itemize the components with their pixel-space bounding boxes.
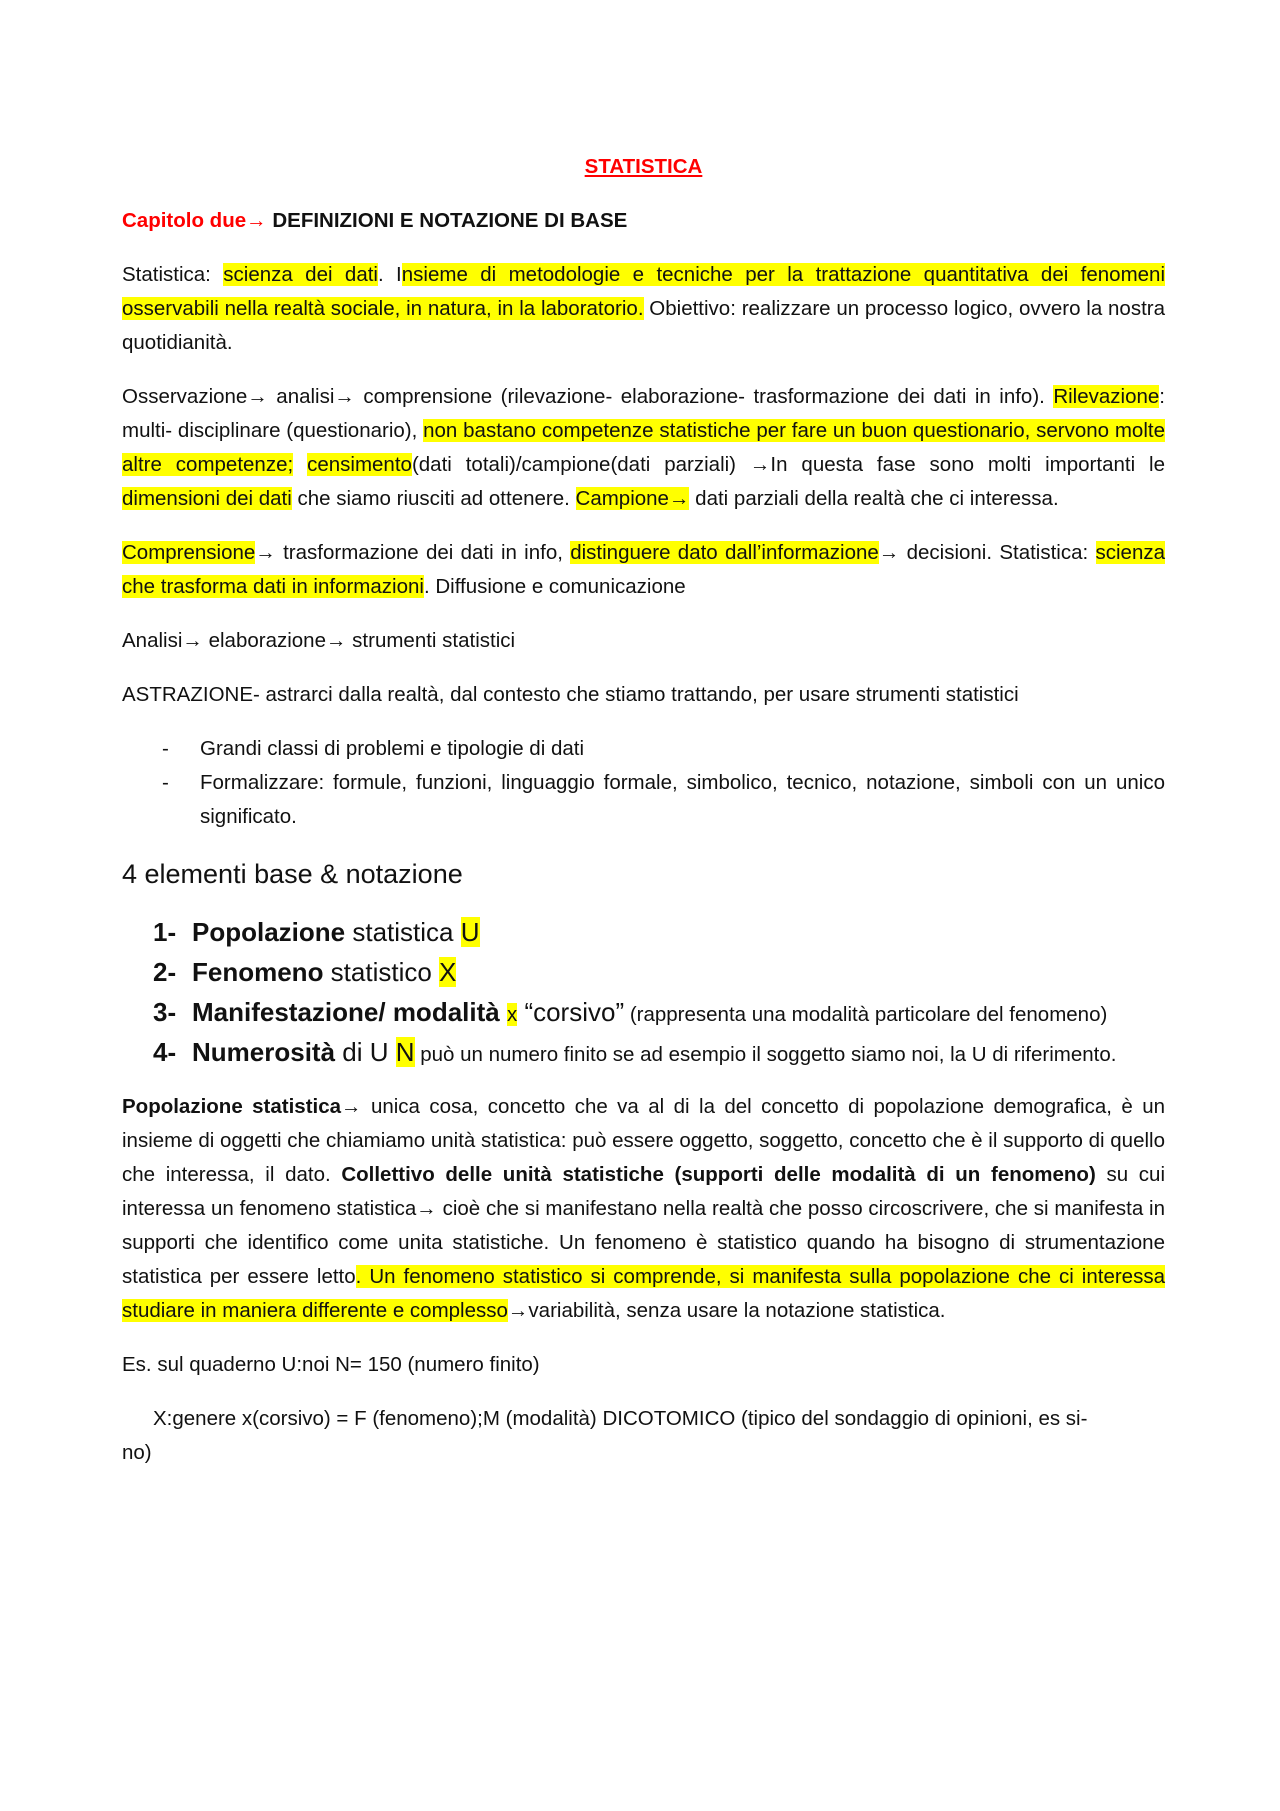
list-item: 4- Numerosità di U N può un numero finito se ad esempio il soggetto siamo noi, la U di riferimento. xyxy=(122,1032,1165,1072)
highlight: . Un fenomeno statistico si comprende, si manifesta sulla popolazione che ci interessa studiare in maniera differente e complesso xyxy=(122,1265,1165,1322)
paragraph-comprensione: Comprensione→ trasformazione dei dati in info, distinguere dato dall’informazione→ decisioni. Statistica: scienza che trasforma dati in informazioni. Diffusione e comunicazione xyxy=(122,541,1166,598)
paragraph-astrazione: ASTRAZIONE- astrarci dalla realtà, dal contesto che stiamo trattando, per usare strumenti statistici xyxy=(122,683,1019,706)
list-item: - Grandi classi di problemi e tipologie di dati xyxy=(122,732,1165,766)
item-number: 1- xyxy=(153,917,177,947)
paragraph-analisi: Analisi→ elaborazione→ strumenti statistici xyxy=(122,629,516,652)
highlight: scienza dei dati xyxy=(223,263,378,286)
item-number: 4- xyxy=(153,1037,177,1067)
paragraph-genere-cont: no) xyxy=(122,1441,152,1464)
notation-symbol: x xyxy=(506,1003,518,1026)
list-item: 2- Fenomeno statistico X xyxy=(122,952,1165,992)
list-item: - Formalizzare: formule, funzioni, linguaggio formale, simbolico, tecnico, notazione, simboli con un unico significato. xyxy=(122,766,1165,834)
item-number: 3- xyxy=(153,997,177,1027)
dash-bullet: - xyxy=(162,771,169,794)
elements-list xyxy=(122,912,1165,1072)
chapter-prefix: Capitolo due xyxy=(122,209,247,232)
dash-bullet: - xyxy=(162,737,169,760)
paragraph-popolazione: Popolazione statistica→ unica cosa, concetto che va al di la del concetto di popolazione demografica, è un insieme di oggetti che chiamiamo unità statistica: può essere oggetto, soggetto, concetto che è il supporto di quello che interessa, il dato. Collettivo delle unità statistiche (supporti delle modalità di un fenomeno) su cui interessa un fenomeno statistica→ cioè che si manifestano nella realtà che posso circoscrivere, che si manifesta in supporti che identifico come unita statistiche. Un fenomeno è statistico quando ha bisogno di strumentazione statistica per essere letto. Un fenomeno statistico si comprende, si manifesta sulla popolazione che ci interessa studiare in maniera differente e complesso→variabilità, senza usare la notazione statistica. xyxy=(122,1095,1165,1322)
notation-symbol: N xyxy=(395,1037,415,1067)
notation-symbol: X xyxy=(439,957,457,987)
highlight: dimensioni dei dati xyxy=(122,487,292,510)
highlight: Comprensione xyxy=(122,541,256,564)
highlight: Campione→ xyxy=(575,487,690,510)
highlight: censimento xyxy=(307,453,412,476)
paragraph-genere: X:genere x(corsivo) = F (fenomeno);M (modalità) DICOTOMICO (tipico del sondaggio di opinioni, es si- xyxy=(153,1407,1088,1430)
chapter-label: DEFINIZIONI E NOTAZIONE DI BASE xyxy=(272,209,628,232)
document-body xyxy=(122,150,1165,1470)
highlight: non bastano competenze statistiche per fare un buon questionario, servono molte altre competenze; xyxy=(122,419,1165,476)
list-item: 1- Popolazione statistica U xyxy=(122,912,1165,952)
paragraph-statistica: Statistica: scienza dei dati. Insieme di metodologie e tecniche per la trattazione quantitativa dei fenomeni osservabili nella realtà sociale, in natura, in la laboratorio. Obiettivo: realizzare un processo logico, ovvero la nostra quotidianità. xyxy=(122,263,1166,354)
highlight: distinguere dato dall’informazione xyxy=(570,541,879,564)
paragraph-esempio: Es. sul quaderno U:noi N= 150 (numero finito) xyxy=(122,1353,540,1376)
notation-symbol: U xyxy=(460,917,480,947)
highlight: nsieme di metodologie e tecniche per la trattazione quantitativa dei fenomeni osservabili nella realtà sociale, in natura, in la laboratorio. xyxy=(122,263,1166,320)
paragraph-osservazione: Osservazione→ analisi→ comprensione (rilevazione- elaborazione- trasformazione dei dati in info). Rilevazione: multi- disciplinare (questionario), non bastano competenze statistiche per fare un buon questionario, servono molte altre competenze; censimento(dati totali)/campione(dati parziali) →In questa fase sono molti importanti le dimensioni dei dati che siamo riusciti ad ottenere. Campione→ dati parziali della realtà che ci interessa. xyxy=(122,385,1165,510)
document-title: STATISTICA xyxy=(584,155,703,178)
arrow-icon: → xyxy=(246,209,267,232)
highlight: scienza che trasforma dati in informazioni xyxy=(122,541,1166,598)
section-heading: 4 elementi base & notazione xyxy=(122,859,463,889)
chapter-heading xyxy=(122,204,1165,238)
item-number: 2- xyxy=(153,957,177,987)
list-item: 3- Manifestazione/ modalità x “corsivo” (rappresenta una modalità particolare del fenomeno) xyxy=(122,992,1165,1032)
bullet-list xyxy=(122,732,1165,834)
highlight: Rilevazione xyxy=(1053,385,1160,408)
